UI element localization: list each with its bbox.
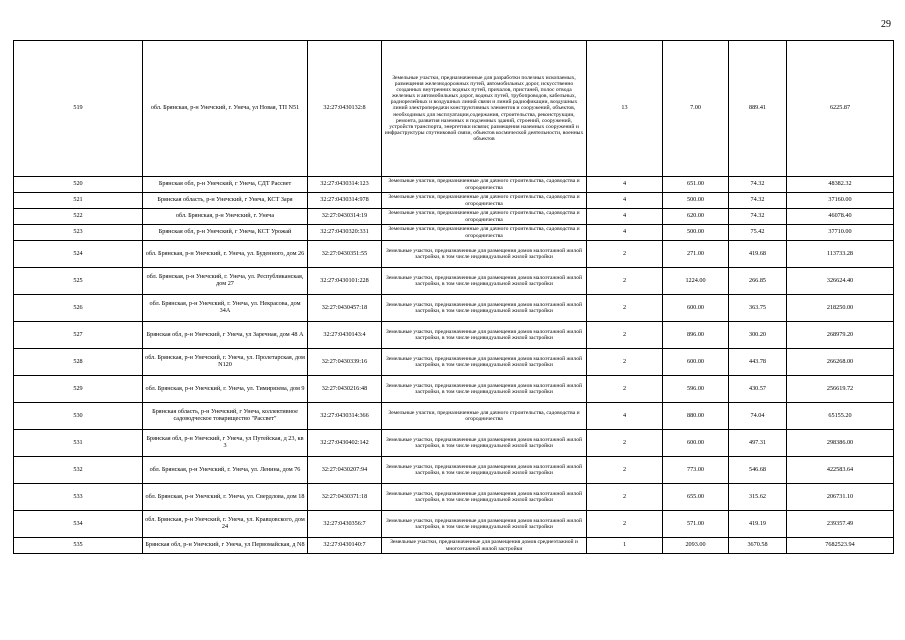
land-use-cell: Земельные участки, предназначенные для размещения домов малоэтажной жилой застройки, в том числе индивидуальной жилой застройки: [382, 376, 587, 403]
group-cell: 2: [587, 241, 663, 268]
cadastral-number-cell: 32:27:0430207:94: [308, 457, 382, 484]
rate-cell: 74.04: [729, 403, 787, 430]
row-number: 531: [14, 430, 143, 457]
group-cell: 4: [587, 193, 663, 209]
table-row: [14, 349, 894, 376]
land-use-cell: Земельные участки, предназначенные для размещения домов среднеэтажной и многоэтажной жилой застройки: [382, 538, 587, 554]
table-row: [14, 430, 894, 457]
table-row: [14, 295, 894, 322]
rate-cell: 443.78: [729, 349, 787, 376]
cadastral-number-cell: 32:27:0430314:19: [308, 209, 382, 225]
table-row: [14, 193, 894, 209]
rate-cell: 546.68: [729, 457, 787, 484]
value-cell: 326624.40: [787, 268, 894, 295]
cadastral-number-cell: 32:27:0430140:7: [308, 538, 382, 554]
land-use-cell: Земельные участки, предназначенные для дачного строительства, садоводства и огородничества: [382, 193, 587, 209]
row-number: 520: [14, 177, 143, 193]
value-cell: 7682523.94: [787, 538, 894, 554]
address-cell: Брянская обл, р-н Унечский, г Унеча, ул Первомайская, д N8: [143, 538, 308, 554]
area-cell: 271.00: [663, 241, 729, 268]
value-cell: 46078.40: [787, 209, 894, 225]
rate-cell: 315.62: [729, 484, 787, 511]
land-use-cell: Земельные участки, предназначенные для размещения домов малоэтажной жилой застройки, в том числе индивидуальной жилой застройки: [382, 457, 587, 484]
cadastral-number-cell: 32:27:0430101:228: [308, 268, 382, 295]
rate-cell: 3670.58: [729, 538, 787, 554]
address-cell: обл. Брянская, р-н Унечский, г. Унеча, ул. Ленина, дом 76: [143, 457, 308, 484]
value-cell: 422583.64: [787, 457, 894, 484]
row-number: 529: [14, 376, 143, 403]
value-cell: 239357.49: [787, 511, 894, 538]
table-row: [14, 484, 894, 511]
area-cell: 620.00: [663, 209, 729, 225]
group-cell: 2: [587, 484, 663, 511]
address-cell: обл. Брянская, р-н Унечский, г. Унеча, ул. Свердлова, дом 18: [143, 484, 308, 511]
table-row: [14, 268, 894, 295]
value-cell: 298386.00: [787, 430, 894, 457]
value-cell: 256619.72: [787, 376, 894, 403]
area-cell: 896.00: [663, 322, 729, 349]
table-row: [14, 538, 894, 554]
land-use-cell: Земельные участки, предназначенные для размещения домов малоэтажной жилой застройки, в том числе индивидуальной жилой застройки: [382, 511, 587, 538]
area-cell: 2093.00: [663, 538, 729, 554]
value-cell: 218250.00: [787, 295, 894, 322]
cadastral-number-cell: 32:27:0430216:48: [308, 376, 382, 403]
area-cell: 773.00: [663, 457, 729, 484]
area-cell: 655.00: [663, 484, 729, 511]
value-cell: 113733.28: [787, 241, 894, 268]
value-cell: 206731.10: [787, 484, 894, 511]
table-row: [14, 225, 894, 241]
group-cell: 2: [587, 268, 663, 295]
cadastral-number-cell: 32:27:0430351:55: [308, 241, 382, 268]
row-number: 530: [14, 403, 143, 430]
group-cell: 4: [587, 225, 663, 241]
area-cell: 7.00: [663, 41, 729, 177]
area-cell: 571.00: [663, 511, 729, 538]
row-number: 521: [14, 193, 143, 209]
rate-cell: 419.68: [729, 241, 787, 268]
address-cell: обл. Брянская, р-н Унечский, г. Унеча, ул. Буденного, дом 26: [143, 241, 308, 268]
land-use-cell: Земельные участки, предназначенные для дачного строительства, садоводства и огородничества: [382, 177, 587, 193]
row-number: 527: [14, 322, 143, 349]
land-use-cell: Земельные участки, предназначенные для дачного строительства, садоводства и огородничества: [382, 403, 587, 430]
rate-cell: 74.32: [729, 209, 787, 225]
value-cell: 48382.32: [787, 177, 894, 193]
area-cell: 600.00: [663, 430, 729, 457]
value-cell: 268979.20: [787, 322, 894, 349]
land-use-cell: Земельные участки, предназначенные для размещения домов малоэтажной жилой застройки, в том числе индивидуальной жилой застройки: [382, 268, 587, 295]
rate-cell: 430.57: [729, 376, 787, 403]
page-number: 29: [881, 19, 891, 30]
cadastral-number-cell: 32:27:0430314:123: [308, 177, 382, 193]
table-row: [14, 457, 894, 484]
land-use-cell: Земельные участки, предназначенные для дачного строительства, садоводства и огородничества: [382, 225, 587, 241]
cadastral-number-cell: 32:27:0430402:142: [308, 430, 382, 457]
cadastral-number-cell: 32:27:0430371:18: [308, 484, 382, 511]
address-cell: обл. Брянская, р-н Унечский, г. Унеча, ул. Некрасова, дом 34А: [143, 295, 308, 322]
row-number: 526: [14, 295, 143, 322]
row-number: 528: [14, 349, 143, 376]
area-cell: 500.00: [663, 193, 729, 209]
cadastral-number-cell: 32:27:0430314:978: [308, 193, 382, 209]
land-use-cell: Земельные участки, предназначенные для размещения домов малоэтажной жилой застройки, в том числе индивидуальной жилой застройки: [382, 349, 587, 376]
group-cell: 4: [587, 403, 663, 430]
group-cell: 1: [587, 538, 663, 554]
table-row: [14, 241, 894, 268]
group-cell: 13: [587, 41, 663, 177]
address-cell: обл. Брянская, р-н Унечский, г. Унеча, ул. Республиканская, дом 27: [143, 268, 308, 295]
address-cell: Брянская обл, р-н Унечский, г Унеча, ул Путейская, д 23, кв 3: [143, 430, 308, 457]
value-cell: 37710.00: [787, 225, 894, 241]
row-number: 533: [14, 484, 143, 511]
table-row: [14, 177, 894, 193]
rate-cell: 74.32: [729, 193, 787, 209]
cadastral-number-cell: 32:27:0430143:4: [308, 322, 382, 349]
group-cell: 4: [587, 177, 663, 193]
row-number: 525: [14, 268, 143, 295]
rate-cell: 75.42: [729, 225, 787, 241]
cadastral-number-cell: 32:27:0430132:8: [308, 41, 382, 177]
address-cell: обл. Брянская, р-н Унечский, г. Унеча, ул. Тимирязева, дом 9: [143, 376, 308, 403]
rate-cell: 363.75: [729, 295, 787, 322]
rate-cell: 889.41: [729, 41, 787, 177]
address-cell: обл. Брянская, р-н Унечский, г. Унеча, ул Новая, ТП N51: [143, 41, 308, 177]
land-use-cell: Земельные участки, предназначенные для разработки полезных ископаемых, размещения железнодорожных путей, автомобильных дорог, искусственно созданных внутренних водных путей, причалов, пристаней, полос отвода железных и автомобильных дорог, водных путей, трубопроводов, кабельных, радиорелейных и воздушных линий связи и линий радиофикации, воздушных линий электропередачи конструктивных элементов и сооружений, объектов, необходимых для эксплуатации,содержания, строительства, реконструкции, ремонта, развития наземных и подземных зданий, строений, сооружений, устройств транспорта, энергетики исвязи; размещения наземных сооружений и инфраструктуры спутниковой связи, объектов космической деятельности, военных объектов: [382, 41, 587, 177]
row-number: 522: [14, 209, 143, 225]
table-row: [14, 41, 894, 177]
land-use-cell: Земельные участки, предназначенные для размещения домов малоэтажной жилой застройки, в том числе индивидуальной жилой застройки: [382, 295, 587, 322]
table-row: [14, 322, 894, 349]
area-cell: 600.00: [663, 349, 729, 376]
area-cell: 596.00: [663, 376, 729, 403]
address-cell: Брянская область, р-н Унечский, г Унеча, коллективное садоводческое товарищество "Рассвет": [143, 403, 308, 430]
address-cell: обл. Брянская, р-н Унечский, г. Унеча: [143, 209, 308, 225]
group-cell: 2: [587, 430, 663, 457]
rate-cell: 497.31: [729, 430, 787, 457]
table-row: [14, 209, 894, 225]
group-cell: 2: [587, 376, 663, 403]
land-use-cell: Земельные участки, предназначенные для размещения домов малоэтажной жилой застройки, в том числе индивидуальной жилой застройки: [382, 430, 587, 457]
value-cell: 6225.87: [787, 41, 894, 177]
address-cell: Брянская область, р-н Унечский, г Унеча, КСТ Заря: [143, 193, 308, 209]
address-cell: Брянская обл, р-н Унечский, г Унеча, СДТ Рассвет: [143, 177, 308, 193]
row-number: 523: [14, 225, 143, 241]
cadastral-number-cell: 32:27:0430356:7: [308, 511, 382, 538]
table-body: [14, 41, 894, 554]
cadastral-number-cell: 32:27:0430320:331: [308, 225, 382, 241]
land-use-cell: Земельные участки, предназначенные для размещения домов малоэтажной жилой застройки, в том числе индивидуальной жилой застройки: [382, 241, 587, 268]
value-cell: 65155.20: [787, 403, 894, 430]
land-use-cell: Земельные участки, предназначенные для размещения домов малоэтажной жилой застройки, в том числе индивидуальной жилой застройки: [382, 484, 587, 511]
area-cell: 600.00: [663, 295, 729, 322]
group-cell: 2: [587, 295, 663, 322]
address-cell: Брянская обл, р-н Унечский, г Унеча, КСТ Урожай: [143, 225, 308, 241]
area-cell: 500.00: [663, 225, 729, 241]
cadastral-number-cell: 32:27:0430457:18: [308, 295, 382, 322]
address-cell: обл. Брянская, р-н Унечский, г. Унеча, ул. Пролетарская, дом N120: [143, 349, 308, 376]
row-number: 534: [14, 511, 143, 538]
area-cell: 880.00: [663, 403, 729, 430]
group-cell: 4: [587, 209, 663, 225]
group-cell: 2: [587, 349, 663, 376]
cadastral-number-cell: 32:27:0430314:366: [308, 403, 382, 430]
land-use-cell: Земельные участки, предназначенные для дачного строительства, садоводства и огородничества: [382, 209, 587, 225]
land-use-cell: Земельные участки, предназначенные для размещения домов малоэтажной жилой застройки, в том числе индивидуальной жилой застройки: [382, 322, 587, 349]
row-number: 519: [14, 41, 143, 177]
table-row: [14, 403, 894, 430]
address-cell: обл. Брянская, р-н Унечский, г. Унеча, ул. Кравцовского, дом 24: [143, 511, 308, 538]
value-cell: 37160.00: [787, 193, 894, 209]
group-cell: 2: [587, 322, 663, 349]
cadastral-value-table: [13, 40, 894, 554]
area-cell: 1224.00: [663, 268, 729, 295]
rate-cell: 74.32: [729, 177, 787, 193]
row-number: 532: [14, 457, 143, 484]
table-row: [14, 511, 894, 538]
area-cell: 651.00: [663, 177, 729, 193]
row-number: 535: [14, 538, 143, 554]
rate-cell: 300.20: [729, 322, 787, 349]
value-cell: 266268.00: [787, 349, 894, 376]
group-cell: 2: [587, 457, 663, 484]
group-cell: 2: [587, 511, 663, 538]
address-cell: Брянская обл, р-н Унечский, г Унеча, ул Заречная, дом 48 А: [143, 322, 308, 349]
row-number: 524: [14, 241, 143, 268]
rate-cell: 419.19: [729, 511, 787, 538]
rate-cell: 266.85: [729, 268, 787, 295]
table-row: [14, 376, 894, 403]
cadastral-number-cell: 32:27:0430339:16: [308, 349, 382, 376]
